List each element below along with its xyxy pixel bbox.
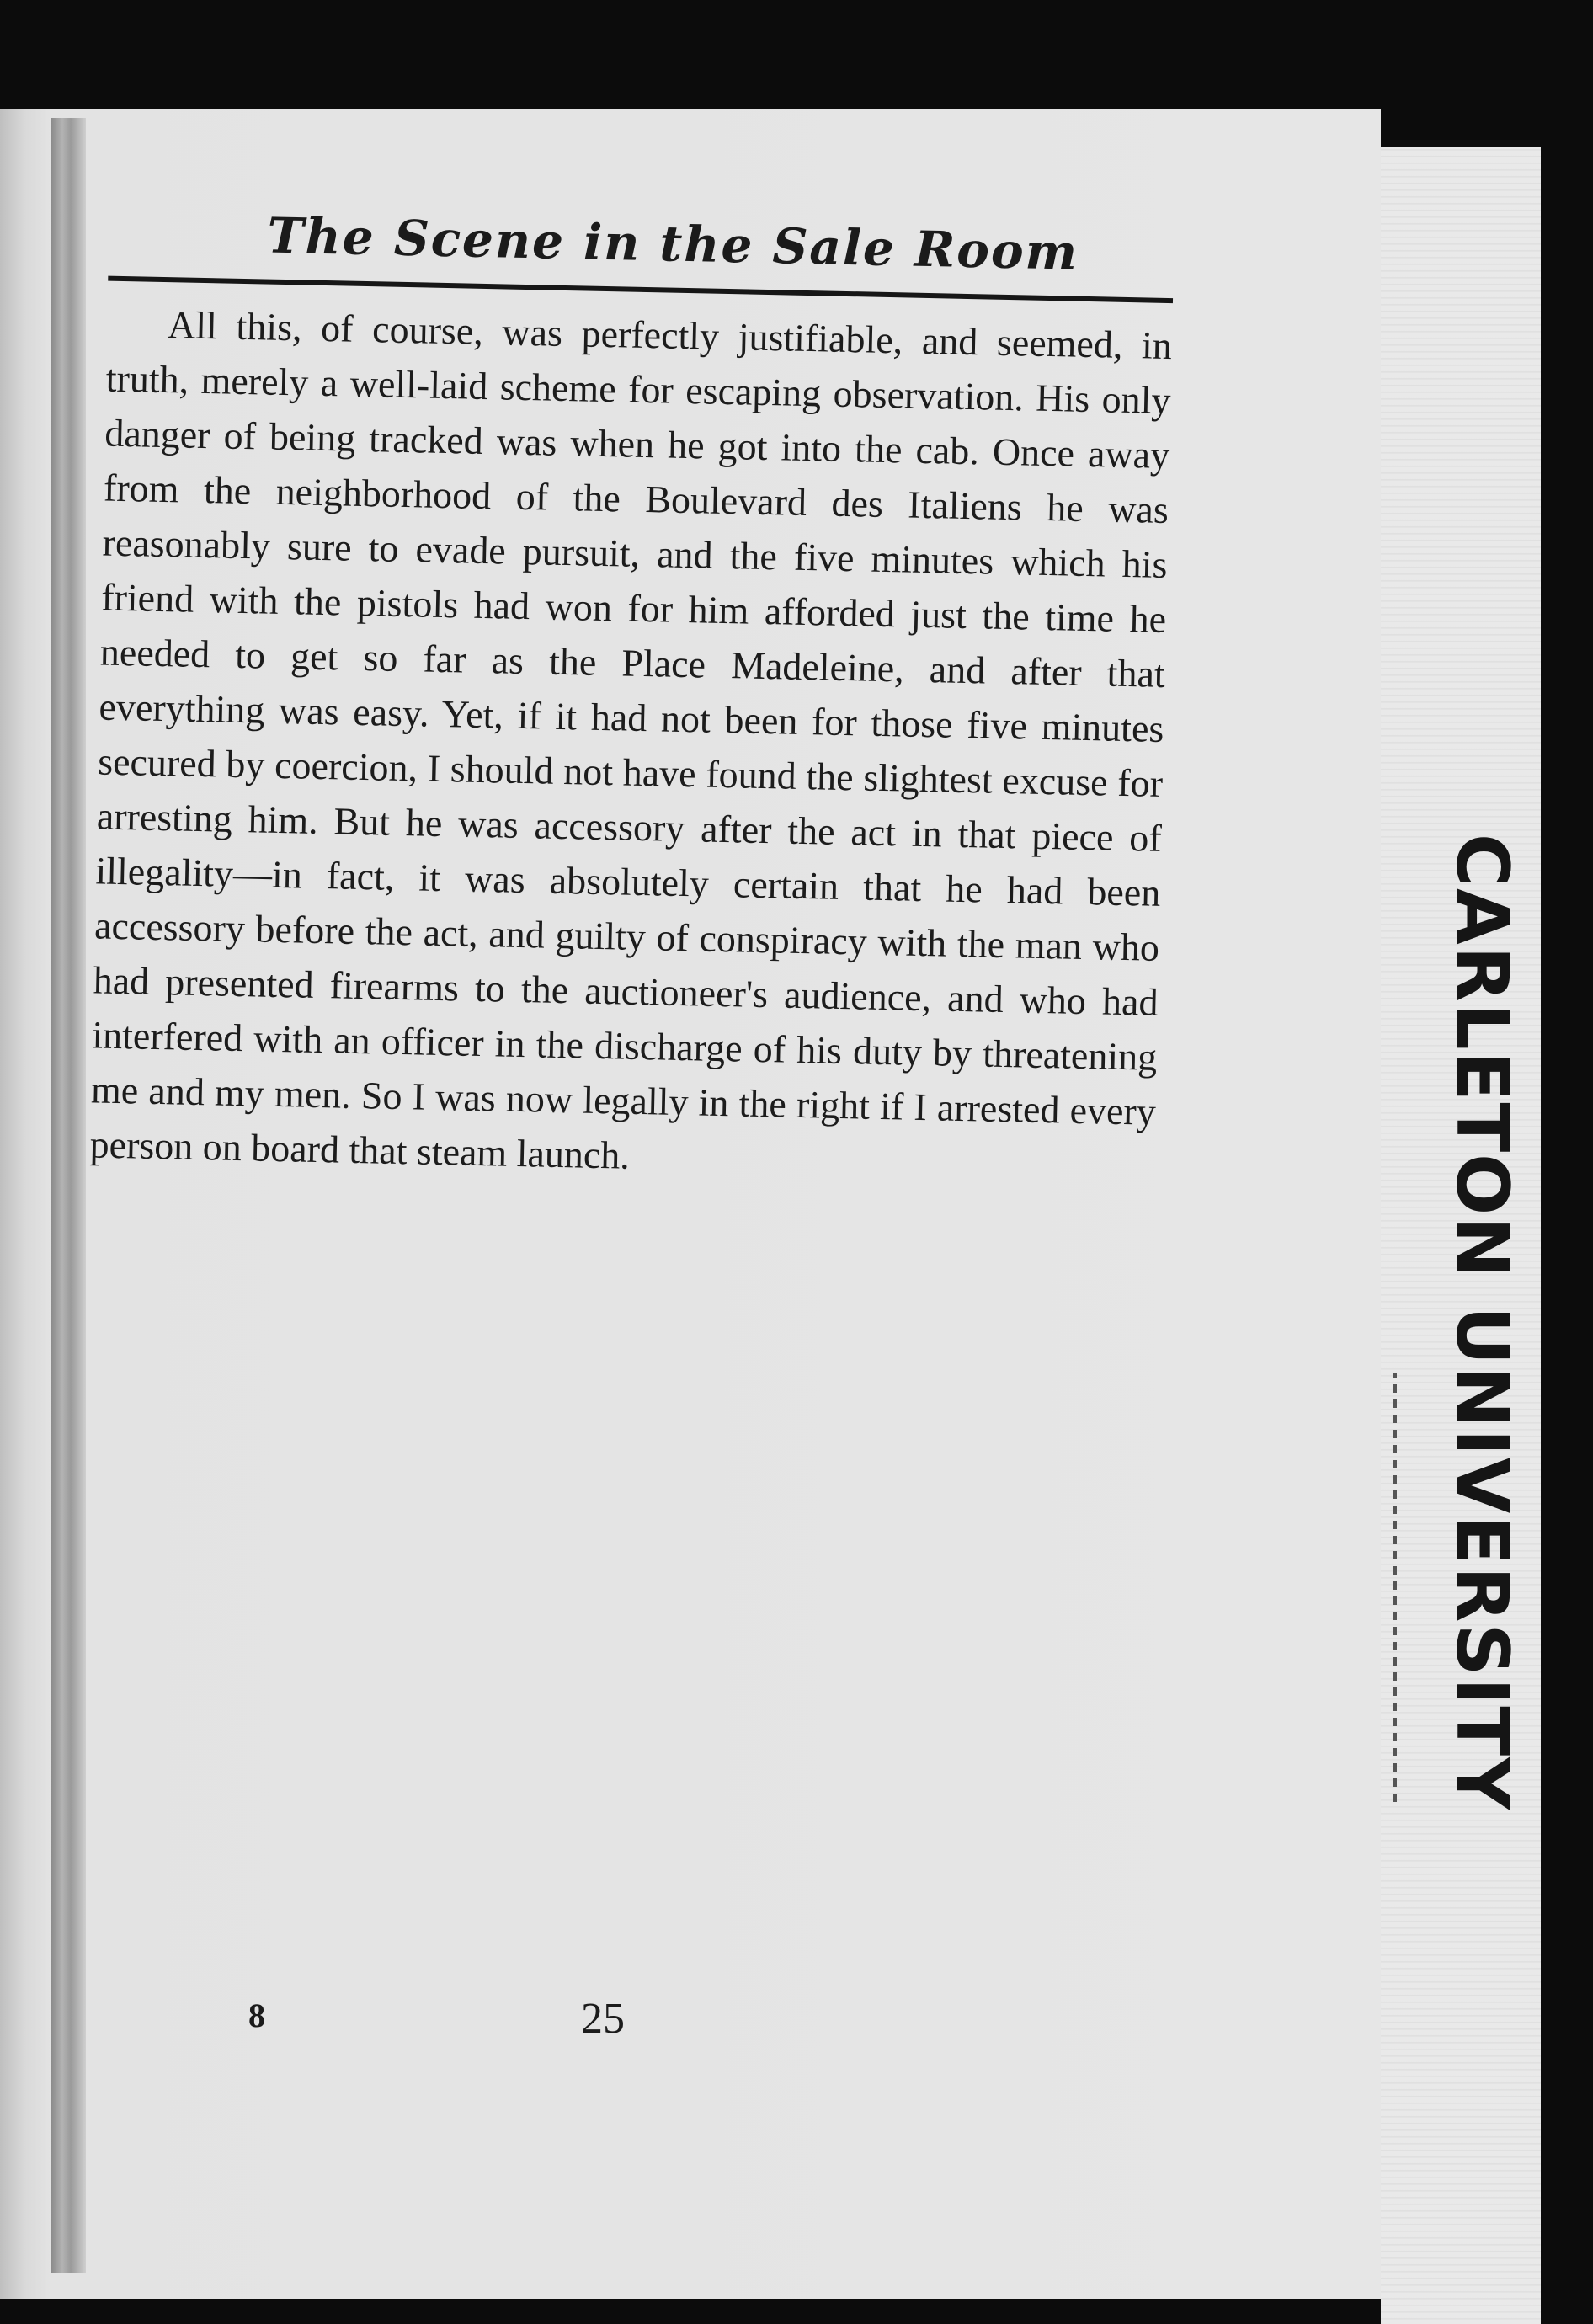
stamp-dash-line — [1393, 1373, 1397, 1802]
page-gutter-edge — [51, 118, 86, 2273]
page-number: 25 — [581, 1995, 625, 2043]
body-paragraph: All this, of course, was perfectly justifiable, and seemed, in truth, merely a well-laid scheme for escaping observation. His only danger of being tracked was when he got into the cab. Once away from the neighborhood of the Boulevard des Italiens he was reasonably sure to evade pursuit, and the five minutes which his friend with the pistols had won for him afforded just the time he needed to get so far as the Place Madeleine, and after that everything was easy. Yet, if it had not been for those five minutes secured by coercion, I should not have found the slightest excuse for arresting him. But he was accessory after the act in that piece of illegality—in fact, it was absolutely certain that he had been accessory before the act, and guilty of conspiracy with the man who had presented firearms to the auctioneer's audience, and who had interfered with an officer in the discharge of his duty by threatening me and my men. So I was now legally in the right if I arrested every person on board that steam launch. — [89, 303, 1173, 1177]
running-head: The Scene in the Sale Room — [266, 206, 1079, 281]
page-content — [88, 204, 1187, 1234]
library-stamp: CARLETON UNIVERSITY — [1440, 834, 1524, 1812]
page-edge-shadow — [1541, 147, 1593, 2324]
signature-mark: 8 — [248, 1996, 265, 2034]
